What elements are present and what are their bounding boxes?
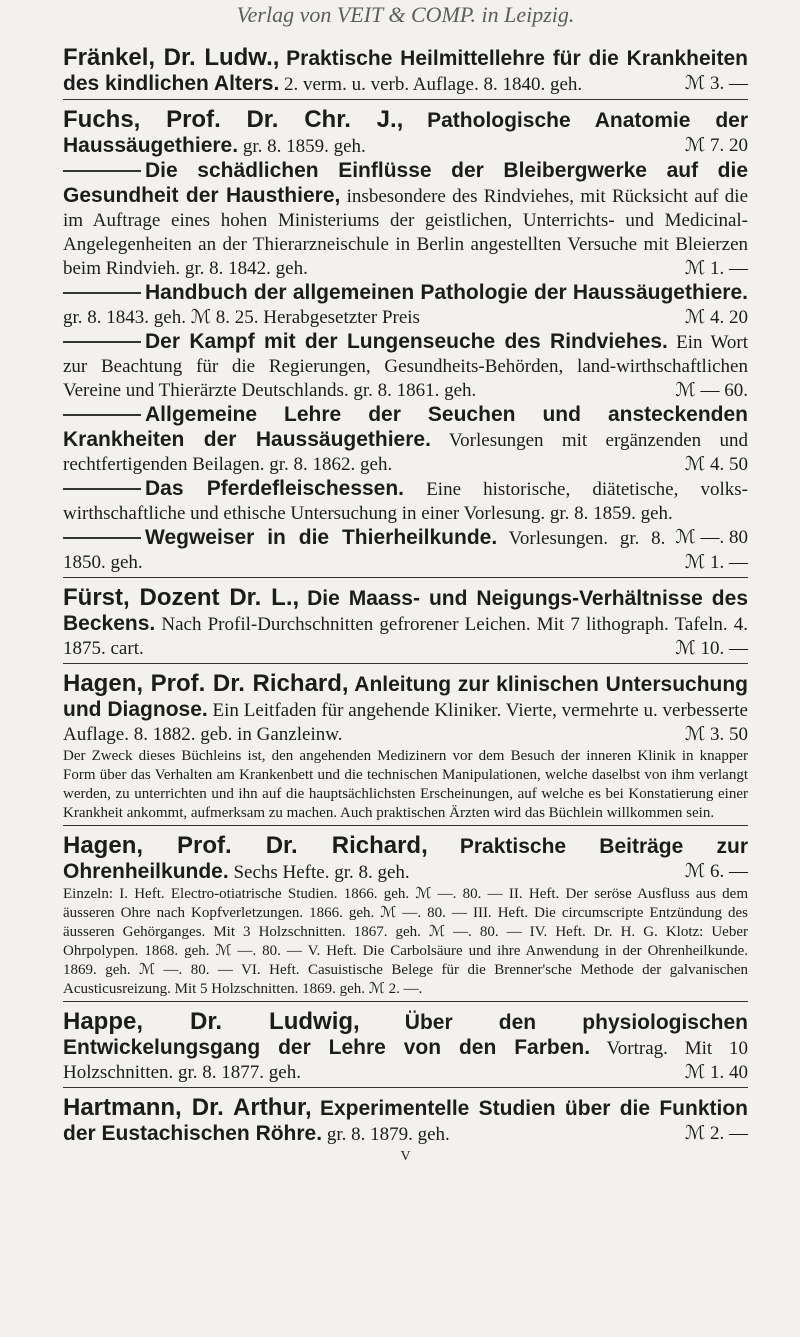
book-title: Handbuch der allgemeinen Pathologie der Haussäugethiere. [145,281,748,304]
publisher-header: Verlag von VEIT & COMP. in Leipzig. [236,2,575,27]
author: Hartmann, Dr. Arthur, [63,1094,312,1121]
book-title: Der Kampf mit der Lungenseuche des Rindviehes. [145,330,668,353]
repeat-dash [63,488,141,490]
price: ℳ 1. — [684,258,748,279]
price: ℳ 10. — [675,638,748,659]
price: ℳ — 60. [675,380,748,401]
book-details: Vortrag. Mit 10 Holzschnitten. gr. 8. 1877. geh. [63,1038,748,1083]
entry-hartmann [63,1096,748,1147]
divider [63,825,748,826]
price: ℳ 3. — [684,73,748,94]
repeat-dash [63,414,141,416]
price: ℳ 4. 20 [684,307,748,328]
divider [63,577,748,578]
book-title: Die Maass- und Neigungs-Verhältnisse des Beckens. [63,587,748,635]
repeat-dash [63,537,141,539]
author: Happe, Dr. Ludwig, [63,1008,360,1035]
book-details: gr. 8. 1859. geh. [242,136,366,157]
book-title: Das Pferdefleischessen. [145,477,405,500]
author: Fuchs, Prof. Dr. Chr. J., [63,106,404,133]
entry-hagen-ohrenheilkunde [63,834,748,999]
entry-fraenkel [63,46,748,97]
divider [63,1001,748,1002]
divider [63,99,748,100]
book-details: Vorlesungen. gr. 8. 1850. geh. [63,528,666,573]
book-details: Eine historische, diätetische, volks-wirthschaftliche und ethische Untersuchung in einer Vorlesung. gr. 8. 1859. geh. [63,479,749,524]
book-details: Ein Wort zur Beachtung für die Regierungen, Gesundheits-Behörden, land-wirthschaftlichen Vereine und Thierärzte Deutschlands. gr. 8. 1861. geh. [63,332,748,401]
book-title: Praktische Beiträge zur Ohrenheilkunde. [63,835,748,883]
repeat-dash [63,170,141,172]
price: ℳ 3. 50 [684,724,748,745]
repeat-dash [63,341,141,343]
price: ℳ 1. — [684,552,748,573]
price: ℳ 7. 20 [684,135,748,156]
book-details: insbesondere des Rindviehes, mit Rücksicht auf die im Auftrage eines hohen Ministeriums der geistlichen, Unterrichts- und Medicinal-Angelegenheiten an der Thierarzneischule in Berlin angestellten Versuche mit Bleierzen beim Rindvieh. gr. 8. 1842. geh. [63,186,749,279]
entry-hagen-klinische-untersuchung [63,672,748,823]
book-description: Einzeln: I. Heft. Electro-otiatrische Studien. 1866. geh. ℳ —. 80. — II. Heft. Der seröse Ausfluss aus dem äusseren Ohre nach Kopfverletzungen. 1866. geh. ℳ —. 80. — III. Heft. Die circumscripte Entzündung des äusseren Gehörganges. Mit 3 Holzschnitten. 1867. geh. ℳ —. 80. — IV. Heft. Dr. H. G. Klotz: Ueber Ohrpolypen. 1868. geh. ℳ —. 80. — V. Heft. Die Carbolsäure und ihre Anwendung in der Ohrenheilkunde. 1869. geh. ℳ —. 80. — VI. Heft. Casuistische Belege für die Brenner'sche Methode der galvanischen Acusticusreizung. Mit 5 Holzschnitten. 1869. geh. ℳ 2. —. [63,886,748,997]
entry-fuerst [63,586,748,661]
page-signature: V [400,1149,411,1164]
author: Fürst, Dozent Dr. L., [63,584,300,611]
book-details: gr. 8. 1843. geh. ℳ 8. 25. Herabgesetzter Preis [63,307,420,328]
price: ℳ 4. 50 [684,454,748,475]
entry-happe [63,1010,748,1085]
author: Hagen, Prof. Dr. Richard, [63,670,349,697]
book-title: Anleitung zur klinischen Untersuchung und Diagnose. [63,673,749,721]
book-title: Allgemeine Lehre der Seuchen und ansteckenden Krankheiten der Haussäugethiere. [63,403,748,451]
entry-fuchs [63,108,748,575]
divider [63,1087,748,1088]
author: Fränkel, Dr. Ludw., [63,44,280,71]
book-title: Über den physiologischen Entwickelungsgang der Lehre von den Farben. [63,1011,748,1059]
book-details: 2. verm. u. verb. Auflage. 8. 1840. geh. [284,74,583,95]
repeat-dash [63,292,141,294]
price: ℳ 1. 40 [684,1062,748,1083]
book-details: Nach Profil-Durchschnitten gefrorener Leichen. Mit 7 lithograph. Tafeln. 4. 1875. cart. [63,614,748,659]
author: Hagen, Prof. Dr. Richard, [63,832,428,859]
divider [63,663,748,664]
book-title: Die schädlichen Einflüsse der Bleibergwerke auf die Gesundheit der Hausthiere, [63,159,748,207]
price: ℳ —. 80 [675,527,748,548]
book-title: Praktische Heilmittellehre für die Krankheiten des kindlichen Alters. [63,47,748,95]
book-details: Ein Leitfaden für angehende Kliniker. Vierte, vermehrte u. verbesserte Auflage. 8. 1882. geb. in Ganzleinw. [63,700,748,745]
book-title: Wegweiser in die Thierheilkunde. [145,526,498,549]
book-title: Experimentelle Studien über die Funktion der Eustachischen Röhre. [63,1097,749,1145]
price: ℳ 2. — [684,1123,748,1144]
book-description: Der Zweck dieses Büchleins ist, den angehenden Medizinern vor dem Besuch der inneren Klinik in knapper Form über das Verhalten am Krankenbett und die technischen Manipulationen, welche daselbst von ihm verlangt werden, zu unterrichten und ihn auf die hauptsächlichsten Erscheinungen, auf welche es bei Konstatierung einer Krankheit ankommt, aufmerksam zu machen. Auch praktischen Ärzten wird das Büchlein willkommen sein. [63,748,748,821]
book-details: Sechs Hefte. gr. 8. geh. [233,862,410,883]
price: ℳ 6. — [684,861,748,882]
book-title: Pathologische Anatomie der Haussäugethiere. [63,109,748,157]
book-details: gr. 8. 1879. geh. [326,1124,450,1145]
book-details: Vorlesungen mit ergänzenden und rechtfertigenden Beilagen. gr. 8. 1862. geh. [63,430,748,475]
